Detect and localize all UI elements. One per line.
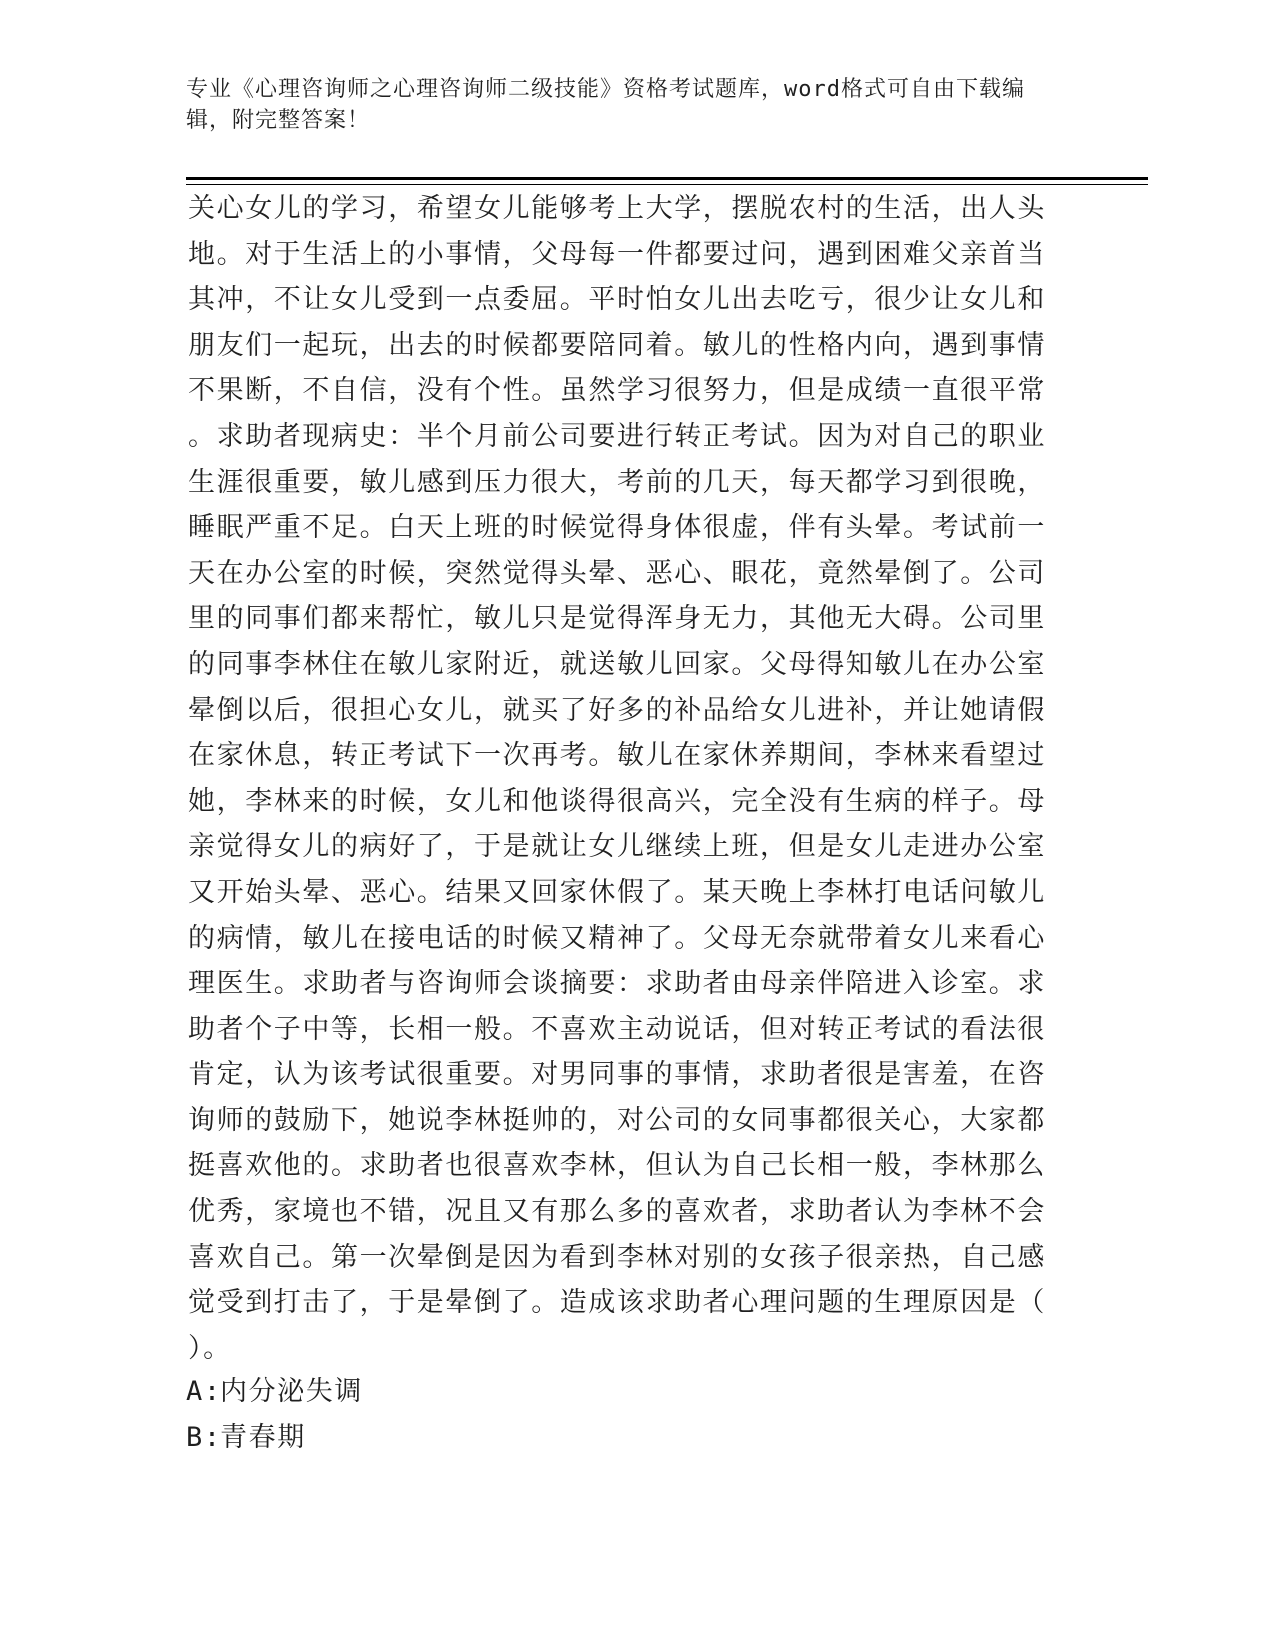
stem-line: 关心女儿的学习，希望女儿能够考上大学，摆脱农村的生活，出人头 bbox=[188, 193, 1046, 224]
stem-line: 的同事李林住在敏儿家附近，就送敏儿回家。父母得知敏儿在办公室 bbox=[188, 648, 1046, 680]
stem-line: 喜欢自己。第一次晕倒是因为看到李林对别的女孩子很亲热，自己感 bbox=[188, 1241, 1046, 1273]
option-a bbox=[186, 1374, 363, 1410]
stem-line: 不果断，不自信，没有个性。虽然学习很努力，但是成绩一直很平常 bbox=[188, 375, 1046, 407]
option-b-text: 青春期 bbox=[220, 1422, 306, 1453]
stem-line: 生涯很重要，敏儿感到压力很大，考前的几天，每天都学习到很晚， bbox=[188, 466, 1046, 498]
stem-line: 亲觉得女儿的病好了，于是就让女儿继续上班，但是女儿走进办公室 bbox=[188, 831, 1046, 863]
stem-line: 肯定，认为该考试很重要。对男同事的事情，求助者很是害羞，在咨 bbox=[188, 1059, 1046, 1091]
stem-line: 的病情，敏儿在接电话的时候又精神了。父母无奈就带着女儿来看心 bbox=[188, 922, 1046, 954]
stem-line: 晕倒以后，很担心女儿，就买了好多的补品给女儿进补，并让她请假 bbox=[188, 694, 1046, 726]
header-divider-thin bbox=[186, 184, 1148, 185]
option-a-letter: A: bbox=[186, 1376, 222, 1407]
stem-line: 朋友们一起玩，出去的时候都要陪同着。敏儿的性格内向，遇到事情 bbox=[188, 329, 1046, 361]
stem-line: 里的同事们都来帮忙，敏儿只是觉得浑身无力，其他无大碍。公司里 bbox=[188, 603, 1046, 635]
option-b-letter: B: bbox=[186, 1422, 222, 1453]
stem-line: 觉受到打击了，于是晕倒了。造成该求助者心理问题的生理原因是（ bbox=[188, 1287, 1046, 1319]
stem-line: 助者个子中等，长相一般。不喜欢主动说话，但对转正考试的看法很 bbox=[188, 1013, 1046, 1045]
stem-line: 又开始头晕、恶心。结果又回家休假了。某天晚上李林打电话问敏儿 bbox=[188, 876, 1046, 908]
stem-line: 在家休息，转正考试下一次再考。敏儿在家休养期间，李林来看望过 bbox=[188, 740, 1046, 772]
stem-line: 其冲，不让女儿受到一点委屈。平时怕女儿出去吃亏，很少让女儿和 bbox=[188, 284, 1046, 316]
stem-line: 理医生。求助者与咨询师会谈摘要：求助者由母亲伴陪进入诊室。求 bbox=[188, 968, 1046, 1000]
stem-line: 挺喜欢他的。求助者也很喜欢李林，但认为自己长相一般，李林那么 bbox=[188, 1150, 1046, 1182]
option-b bbox=[186, 1420, 306, 1456]
page-header: 专业《心理咨询师之心理咨询师二级技能》资格考试题库，word格式可自由下载编辑，附完整答案！ bbox=[186, 77, 1025, 133]
stem-line: ）。 bbox=[188, 1332, 232, 1364]
header-divider-thick bbox=[186, 177, 1148, 180]
stem-line: 她，李林来的时候，女儿和他谈得很高兴，完全没有生病的样子。母 bbox=[188, 785, 1046, 817]
stem-line: 睡眠严重不足。白天上班的时候觉得身体很虚，伴有头晕。考试前一 bbox=[188, 512, 1046, 544]
stem-line: 。求助者现病史：半个月前公司要进行转正考试。因为对自己的职业 bbox=[188, 420, 1046, 452]
option-a-text: 内分泌失调 bbox=[220, 1376, 363, 1407]
stem-line: 优秀，家境也不错，况且又有那么多的喜欢者，求助者认为李林不会 bbox=[188, 1196, 1046, 1228]
stem-line: 询师的鼓励下，她说李林挺帅的，对公司的女同事都很关心，大家都 bbox=[188, 1104, 1046, 1136]
stem-line: 天在办公室的时候，突然觉得头晕、恶心、眼花，竟然晕倒了。公司 bbox=[188, 557, 1046, 589]
stem-line: 地。对于生活上的小事情，父母每一件都要过问，遇到困难父亲首当 bbox=[188, 238, 1046, 270]
question-stem bbox=[188, 186, 1063, 1371]
